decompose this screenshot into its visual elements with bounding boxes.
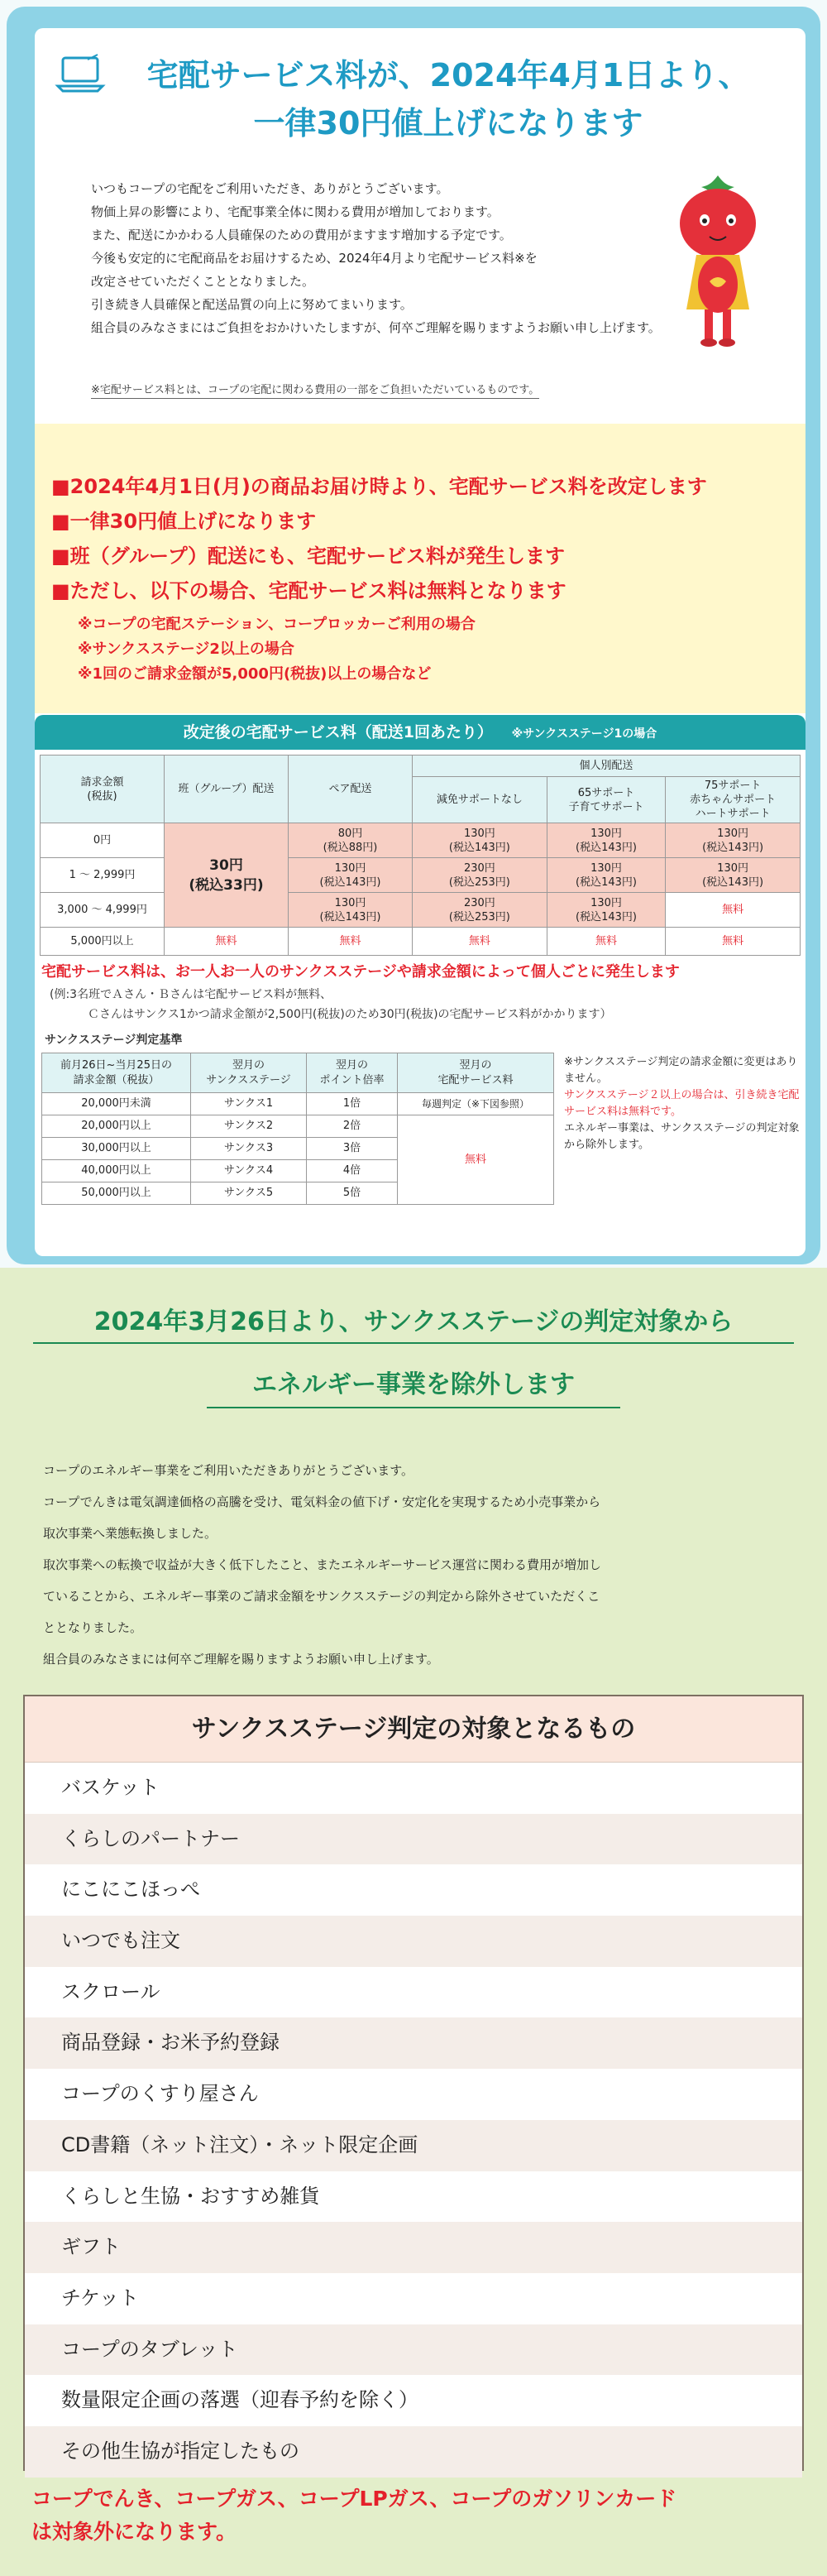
- free-cell: 無料: [289, 928, 413, 956]
- billing-cell: 50,000円以上: [42, 1182, 191, 1205]
- thanks-stage-table: [41, 1053, 554, 1205]
- table-row: [41, 928, 801, 956]
- thanks-stage-title: サンクスステージ判定基準: [45, 1034, 183, 1047]
- energy-line: コープでんきは電気調達価格の高騰を受け、電気料金の値下げ・安定化を実現するため小売事業から: [43, 1494, 601, 1509]
- table-row: [41, 858, 801, 893]
- free-condition: ※コープの宅配ステーション、コープロッカーご利用の場合: [78, 616, 476, 633]
- stage-cell: サンクス3: [191, 1138, 307, 1160]
- example-line: Ｃさんはサンクス1かつ請求金額が2,500円(税抜)のため30円(税抜)の宅配サービス料がかかります）: [88, 1008, 612, 1021]
- fee-cell: 130円 (税込143円): [547, 858, 665, 893]
- amount-cell: 3,000 ～ 4,999円: [41, 893, 165, 928]
- header-service-fee: 翌月の 宅配サービス料: [398, 1053, 554, 1093]
- fee-table-title: 改定後の宅配サービス料（配送1回あたり）: [183, 723, 493, 741]
- tomato-mascot-illustration: [668, 169, 767, 359]
- free-cell: 無料: [398, 1115, 554, 1205]
- billing-cell: 20,000円未満: [42, 1093, 191, 1115]
- list-item: スクロール: [61, 1979, 160, 2003]
- fee-cell: 80円 (税込88円): [289, 823, 413, 858]
- notice-frame: [7, 7, 820, 1264]
- title-underline: [33, 1342, 794, 1344]
- list-item: いつでも注文: [25, 1916, 802, 1967]
- energy-line: 取次事業へ業態転換しました。: [43, 1526, 218, 1541]
- fee-cell: 130円 (税込143円): [547, 893, 665, 928]
- list-item: CD書籍（ネット注文）・ネット限定企画: [25, 2120, 802, 2171]
- list-item: にこにこほっぺ: [61, 1878, 200, 1902]
- change-item: ■班（グループ）配送にも、宅配サービス料が発生します: [51, 544, 565, 568]
- list-item: バスケット: [61, 1776, 160, 1799]
- billing-cell: 40,000円以上: [42, 1160, 191, 1182]
- rate-cell: 1倍: [307, 1093, 398, 1115]
- list-item: くらしのパートナー: [25, 1814, 802, 1865]
- fee-cell: 230円 (税込253円): [413, 893, 547, 928]
- per-person-rule: 宅配サービス料は、お一人お一人のサンクスステージや請求金額によって個人ごとに発生します: [41, 963, 680, 981]
- fee-table-caption: [35, 715, 805, 750]
- list-item: コープのくすり屋さん: [61, 2082, 259, 2106]
- header-group: 班（グループ）配送: [165, 756, 289, 823]
- intro-line: 今後も安定的に宅配商品をお届けするため、2024年4月より宅配サービス料※を: [91, 251, 538, 266]
- fee-cell: 130円 (税込143円): [547, 823, 665, 858]
- title-line-2: 一律30円値上げになります: [253, 105, 643, 142]
- header-65-support: 65サポート 子育てサポート: [547, 777, 665, 823]
- change-item: ■2024年4月1日(月)の商品お届け時より、宅配サービス料を改定します: [51, 475, 707, 498]
- change-item: ■ただし、以下の場合、宅配サービス料は無料となります: [51, 579, 566, 602]
- stage-cell: サンクス5: [191, 1182, 307, 1205]
- key-changes-box: [35, 424, 805, 713]
- intro-text: [91, 177, 670, 339]
- header-pair: ペア配送: [289, 756, 413, 823]
- free-cell: 無料: [666, 893, 801, 928]
- amount-cell: 5,000円以上: [41, 928, 165, 956]
- free-cell: 無料: [165, 928, 289, 956]
- fee-cell: 130円 (税込143円): [666, 823, 801, 858]
- energy-line: 取次事業への転換で収益が大きく低下したこと、またエネルギーサービス運営に関わる費用が増加し: [43, 1557, 602, 1572]
- rate-cell: 3倍: [307, 1138, 398, 1160]
- footer-line: コープでんき、コープガス、コープLPガス、コープのガソリンカード: [31, 2487, 677, 2511]
- intro-line: 改定させていただくこととなりました。: [91, 274, 315, 289]
- billing-cell: 20,000円以上: [42, 1115, 191, 1138]
- header-75-support: 75サポート 赤ちゃんサポート ハートサポート: [666, 777, 801, 823]
- table-row: [42, 1115, 554, 1138]
- stage-cell: サンクス1: [191, 1093, 307, 1115]
- weekly-cell: 毎週判定（※下図参照）: [398, 1093, 554, 1115]
- list-item: ギフト: [25, 2222, 802, 2273]
- header-billing: 前月26日~当月25日の 請求金額（税抜）: [42, 1053, 191, 1093]
- list-item: 商品登録・お米予約登録: [25, 2017, 802, 2069]
- intro-line: 引き続き人員確保と配送品質の向上に努めてまいります。: [91, 297, 413, 312]
- header-no-support: 減免サポートなし: [413, 777, 547, 823]
- table-row: [42, 1053, 554, 1093]
- free-condition: ※サンクスステージ2以上の場合: [78, 640, 294, 658]
- energy-line: ていることから、エネルギー事業のご請求金額をサンクスステージの判定から除外させていただくこ: [43, 1589, 600, 1604]
- amount-cell: 1 ～ 2,999円: [41, 858, 165, 893]
- change-item: ■一律30円値上げになります: [51, 510, 317, 533]
- free-cell: 無料: [413, 928, 547, 956]
- rate-cell: 2倍: [307, 1115, 398, 1138]
- intro-line: 物価上昇の影響により、宅配事業全体に関わる費用が増加しております。: [91, 204, 500, 219]
- header-point-rate: 翌月の ポイント倍率: [307, 1053, 398, 1093]
- eligible-services-box: [23, 1695, 804, 2471]
- energy-line: 組合員のみなさまには何卒ご理解を賜りますようお願い申し上げます。: [43, 1652, 439, 1667]
- eligible-services-title: サンクスステージ判定の対象となるもの: [25, 1696, 802, 1763]
- intro-line: また、配送にかかわる人員確保のための費用がますます増加する予定です。: [91, 228, 512, 242]
- header-amount: 請求金額 (税抜): [41, 756, 165, 823]
- header-stage: 翌月の サンクスステージ: [191, 1053, 307, 1093]
- group-fee-cell: 30円 (税込33円): [165, 823, 289, 928]
- energy-section-title-1: 2024年3月26日より、サンクスステージの判定対象から: [93, 1307, 734, 1336]
- amount-cell: 0円: [41, 823, 165, 858]
- page-title: [93, 51, 804, 147]
- fee-cell: 130円 (税込143円): [666, 858, 801, 893]
- energy-section-title-2: エネルギー事業を除外します: [252, 1370, 575, 1399]
- intro-line: 組合員のみなさまにはご負担をおかけいたしますが、何卒ご理解を賜りますようお願い申し上げます。: [91, 320, 661, 335]
- fee-cell: 130円 (税込143円): [289, 858, 413, 893]
- energy-line: コープのエネルギー事業をご利用いただきありがとうございます。: [43, 1463, 414, 1478]
- list-item: コープのタブレット: [25, 2324, 802, 2376]
- free-condition: ※1回のご請求金額が5,000円(税抜)以上の場合など: [78, 665, 432, 683]
- free-cell: 無料: [547, 928, 665, 956]
- fee-cell: 230円 (税込253円): [413, 858, 547, 893]
- billing-cell: 30,000円以上: [42, 1138, 191, 1160]
- note-line-highlight: サンクスステージ２以上の場合は、引き続き宅配サービス料は無料です。: [564, 1089, 800, 1118]
- list-item: その他生協が指定したもの: [25, 2426, 802, 2478]
- energy-line: ととなりました。: [43, 1620, 143, 1635]
- intro-footnote: ※宅配サービス料とは、コープの宅配に関わる費用の一部をご負担いただいているものです。: [91, 381, 539, 399]
- list-item: チケット: [61, 2286, 139, 2310]
- free-cell: 無料: [666, 928, 801, 956]
- title-line-1: 宅配サービス料が、2024年4月1日より、: [146, 57, 750, 94]
- fee-cell: 130円 (税込143円): [413, 823, 547, 858]
- fee-table-subtitle: ※サンクスステージ1の場合: [511, 727, 657, 741]
- title-underline: [207, 1407, 620, 1408]
- rate-cell: 5倍: [307, 1182, 398, 1205]
- example-line: (例:3名班でＡさん・Ｂさんは宅配サービス料が無料、: [50, 988, 332, 1001]
- header-individual: 個人別配送: [413, 756, 801, 777]
- table-row: [41, 756, 801, 777]
- footer-line: は対象外になります。: [31, 2520, 237, 2544]
- excluded-services-note: [31, 2482, 809, 2549]
- stage-cell: サンクス2: [191, 1115, 307, 1138]
- table-row: [42, 1093, 554, 1115]
- fee-cell: 130円 (税込143円): [289, 893, 413, 928]
- intro-line: いつもコープの宅配をご利用いただき、ありがとうございます。: [91, 181, 449, 196]
- table-row: [41, 823, 801, 858]
- list-item: くらしと生協・おすすめ雑貨: [61, 2184, 320, 2208]
- rate-cell: 4倍: [307, 1160, 398, 1182]
- fee-table: [40, 755, 801, 956]
- notice-panel: [35, 28, 805, 1256]
- stage-cell: サンクス4: [191, 1160, 307, 1182]
- energy-explanation: [43, 1455, 787, 1675]
- list-item: 数量限定企画の落選（迎春予約を除く）: [61, 2388, 418, 2412]
- note-line: エネルギー事業は、サンクスステージの判定対象から除外します。: [564, 1122, 800, 1151]
- price-notice-section: [0, 0, 827, 1268]
- thanks-stage-note: [564, 1054, 804, 1154]
- example-text: [50, 985, 612, 1024]
- note-line: ※サンクスステージ判定の請求金額に変更はありません。: [564, 1056, 798, 1085]
- table-row: [41, 893, 801, 928]
